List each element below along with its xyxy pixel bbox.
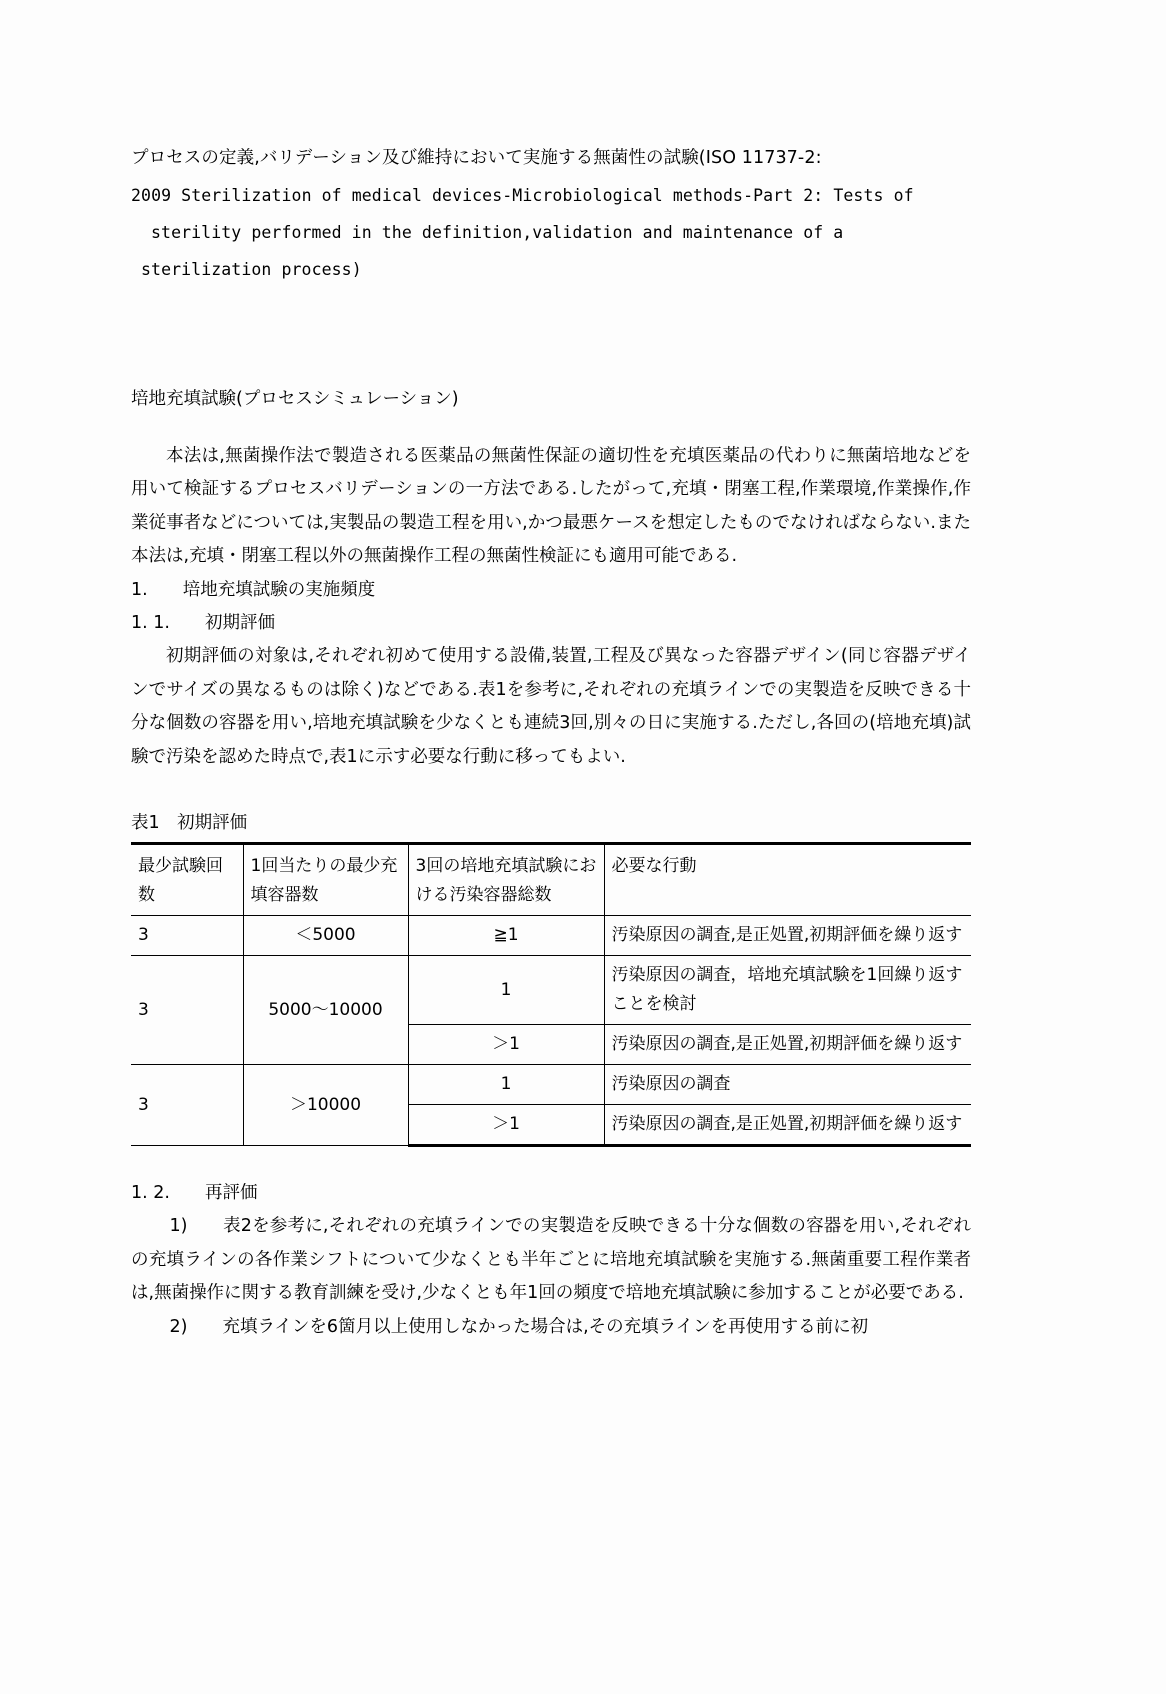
table1-header-min-runs: 最少試験回数 [131,844,243,916]
page-content [131,0,971,1344]
table1-caption: 表1 初期評価 [131,813,248,834]
table1-cell-action: 汚染原因の調査,是正処置,初期評価を繰り返す [604,916,971,956]
iso-reference-block [131,140,971,288]
table1-cell-action: 汚染原因の調査，培地充填試験を1回繰り返すことを検討 [604,956,971,1025]
table1-header-min-units: 1回当たりの最少充填容器数 [243,844,408,916]
iso-reference-line-3: sterility performed in the definition,validation and maintenance of a [151,223,844,242]
item-2-block [131,1311,971,1344]
heading-1-1: 1. 1. 初期評価 [131,613,275,634]
iso-reference-line-4: sterilization process) [141,260,362,279]
heading-1-2: 1. 2. 再評価 [131,1183,258,1204]
table1-cell-min-runs: 3 [131,1065,243,1146]
table1-header-action: 必要な行動 [604,844,971,916]
table1-cell-action: 汚染原因の調査,是正処置,初期評価を繰り返す [604,1105,971,1146]
paragraph-1-1-block [131,640,971,774]
table1-cell-contaminated: 1 [408,1065,604,1105]
table1-cell-action: 汚染原因の調査 [604,1065,971,1105]
item-1: 1) 表2を参考に,それぞれの充填ラインでの実製造を反映できる十分な個数の容器を用い,それぞれの充填ラインの各作業シフトについて少なくとも半年ごとに培地充填試験を実施する.無菌重要工程作業者は,無菌操作に関する教育訓練を受け,少なくとも年1回の頻度で培地充填試験に参加することが必要である. [131,1216,971,1304]
table1-cell-min-units: ＜5000 [243,916,408,956]
section-title: 培地充填試験(プロセスシミュレーション) [131,389,459,409]
table1-header-contaminated: 3回の培地充填試験における汚染容器総数 [408,844,604,916]
table1-cell-min-runs: 3 [131,916,243,956]
opening-paragraph: 本法は,無菌操作法で製造される医薬品の無菌性保証の適切性を充填医薬品の代わりに無菌培地などを用いて検証するプロセスバリデーションの一方法である.したがって,充填・閉塞工程,作業環境,作業操作,作業従事者などについては,実製品の製造工程を用い,かつ最悪ケースを想定したものでなければならない.また本法は,充填・閉塞工程以外の無菌操作工程の無菌性検証にも適用可能である. [131,446,971,567]
opening-paragraph-block [131,440,971,574]
table1 [131,842,971,1147]
table1-cell-min-units: ＞10000 [243,1065,408,1146]
table1-cell-contaminated: 1 [408,956,604,1025]
table1-cell-min-runs: 3 [131,956,243,1065]
table-row [131,916,971,956]
iso-reference-line-1: プロセスの定義,バリデーション及び維持において実施する無菌性の試験(ISO 11737-2: [131,148,822,168]
table1-cell-contaminated: ＞1 [408,1105,604,1146]
iso-reference-line-2: 2009 Sterilization of medical devices-Microbiological methods-Part 2: Tests of [131,186,914,205]
table1-header-row [131,844,971,916]
heading-1: 1. 培地充填試験の実施頻度 [131,579,376,600]
table1-cell-action: 汚染原因の調査,是正処置,初期評価を繰り返す [604,1025,971,1065]
item-1-block [131,1210,971,1310]
section-1-2-block [131,1177,971,1344]
table1-cell-min-units: 5000〜10000 [243,956,408,1065]
table1-cell-contaminated: ≧1 [408,916,604,956]
paragraph-1-1: 初期評価の対象は,それぞれ初めて使用する設備,装置,工程及び異なった容器デザイン(同じ容器デザインでサイズの異なるものは除く)などである.表1を参考に,それぞれの充填ラインでの実製造を反映できる十分な個数の容器を用い,培地充填試験を少なくとも連続3回,別々の日に実施する.ただし,各回の(培地充填)試験で汚染を認めた時点で,表1に示す必要な行動に移ってもよい. [131,646,971,767]
table-row [131,956,971,1025]
table1-cell-contaminated: ＞1 [408,1025,604,1065]
table-row [131,1065,971,1105]
item-2: 2) 充填ラインを6箇月以上使用しなかった場合は,その充填ラインを再使用する前に初 [169,1316,869,1337]
